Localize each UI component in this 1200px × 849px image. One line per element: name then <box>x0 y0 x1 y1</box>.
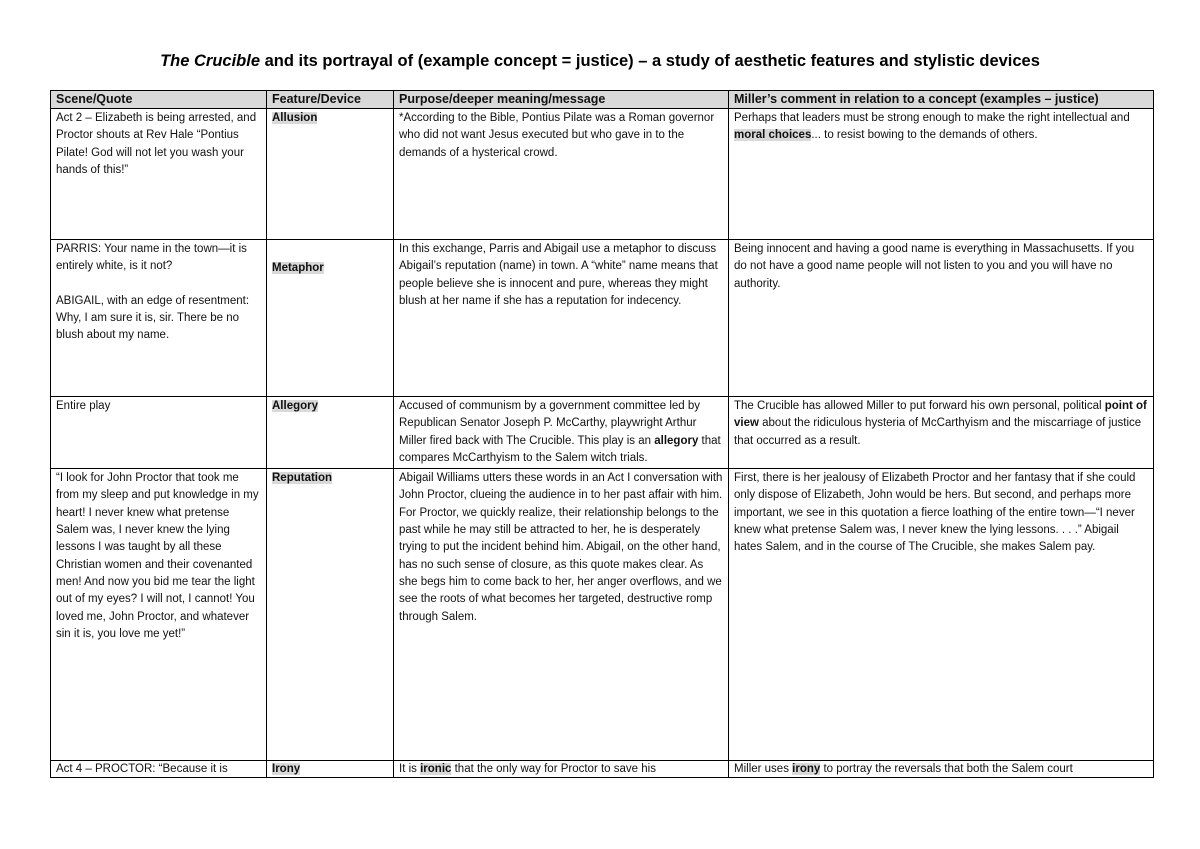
scene-cell: “I look for John Proctor that took me from my sleep and put knowledge in my heart! I never knew what pretense Salem was, I never knew the lying lessons I was taught by all these Christian women and their covenanted men! And now you bid me tear the light out of my eyes? I will not, I cannot! You loved me, John Proctor, and whatever sin it is, you love me yet!” <box>51 469 267 761</box>
purpose-cell: In this exchange, Parris and Abigail use a metaphor to discuss Abigail’s reputation (name) in town. A “white” name means that people believe she is innocent and pure, whereas they might blush at her name if she has a reputation for indecency. <box>394 240 729 397</box>
scene-cell: Act 2 – Elizabeth is being arrested, and Proctor shouts at Rev Hale “Pontius Pilate! God will not let you wash your hands of this!” <box>51 109 267 240</box>
table-row <box>51 397 1154 469</box>
scene-line-parris: PARRIS: Your name in the town—it is entirely white, is it not? <box>56 243 247 273</box>
bold-term: allegory <box>654 434 699 447</box>
table-row <box>51 240 1154 397</box>
purpose-cell <box>394 397 729 469</box>
highlighted-term: moral choices <box>734 129 812 142</box>
title-rest: and its portrayal of (example concept = justice) – a study of aesthetic features and stylistic devices <box>260 52 1040 70</box>
feature-label: Metaphor <box>272 262 324 274</box>
feature-cell <box>267 397 394 469</box>
feature-label: Allusion <box>272 112 318 124</box>
purpose-text: Accused of communism by a government committee led by Republican Senator Joseph P. McCarthy, playwright Arthur Miller fired back with The Crucible. This play is an <box>399 400 701 447</box>
comment-text: ... to resist bowing to the demands of others. <box>811 129 1038 142</box>
header-miller-comment: Miller’s comment in relation to a concept (examples – justice) <box>729 91 1154 109</box>
purpose-cell: Abigail Williams utters these words in an Act I conversation with John Proctor, clueing the audience in to her past affair with him. For Proctor, we quickly realize, their relationship belongs to the past while he may still be attracted to her, he is desperately trying to put the incident behind him. Abigail, on the other hand, has no such sense of closure, as this quote makes clear. As she begs him to come back to her, her anger overflows, and we see the roots of what becomes her targeted, destructive romp through Salem. <box>394 469 729 761</box>
table-header-row <box>51 91 1154 109</box>
header-scene-quote: Scene/Quote <box>51 91 267 109</box>
comment-text: Miller uses <box>734 763 793 776</box>
purpose-text: that the only way for Proctor to save his <box>451 763 656 776</box>
header-feature-device: Feature/Device <box>267 91 394 109</box>
comment-cell <box>729 109 1154 240</box>
purpose-text: that compares McCarthyism to the Salem witch trials. <box>399 434 721 464</box>
feature-cell <box>267 761 394 778</box>
feature-label: Irony <box>272 763 301 776</box>
table-row <box>51 761 1154 778</box>
comment-cell: First, there is her jealousy of Elizabeth Proctor and her fantasy that if she could only dispose of Elizabeth, John would be hers. But second, and perhaps more important, we see in this quotation a fierce loathing of the entire town—“I never knew what pretense Salem was, I never knew the lying lessons. . . .” Abigail hates Salem, and in the course of The Crucible, she makes Salem pay. <box>729 469 1154 761</box>
scene-line-abigail: ABIGAIL, with an edge of resentment: Why, I am sure it is, sir. There be no blush about my name. <box>56 294 250 342</box>
comment-text: to portray the reversals that both the Salem court <box>820 763 1073 776</box>
scene-cell: Entire play <box>51 397 267 469</box>
table-row <box>51 469 1154 761</box>
purpose-cell <box>394 761 729 778</box>
comment-text: The Crucible has allowed Miller to put forward his own personal, political <box>734 400 1105 412</box>
highlighted-term: irony <box>792 763 821 776</box>
highlighted-term: ironic <box>420 763 452 776</box>
comment-text: about the ridiculous hysteria of McCarthyism and the miscarriage of justice that occurred as a result. <box>734 417 1142 447</box>
feature-cell <box>267 240 394 397</box>
title-italic: The Crucible <box>160 52 261 70</box>
feature-label: Reputation <box>272 472 333 485</box>
feature-cell <box>267 469 394 761</box>
purpose-text: It is <box>399 763 421 776</box>
purpose-cell: *According to the Bible, Pontius Pilate was a Roman governor who did not want Jesus executed but who gave in to the demands of a hysterical crowd. <box>394 109 729 240</box>
scene-cell <box>51 240 267 397</box>
scene-cell: Act 4 – PROCTOR: “Because it is <box>51 761 267 778</box>
comment-text: Perhaps that leaders must be strong enough to make the right intellectual and <box>734 112 1130 124</box>
bold-term: point of view <box>734 400 1147 430</box>
comment-cell: Being innocent and having a good name is everything in Massachusetts. If you do not have a good name people will not listen to you and you will have no authority. <box>729 240 1154 397</box>
feature-cell <box>267 109 394 240</box>
page-title <box>0 52 1200 71</box>
comment-cell <box>729 397 1154 469</box>
comment-cell <box>729 761 1154 778</box>
header-purpose: Purpose/deeper meaning/message <box>394 91 729 109</box>
feature-label: Allegory <box>272 400 319 412</box>
analysis-table <box>50 90 1154 778</box>
table-row <box>51 109 1154 240</box>
